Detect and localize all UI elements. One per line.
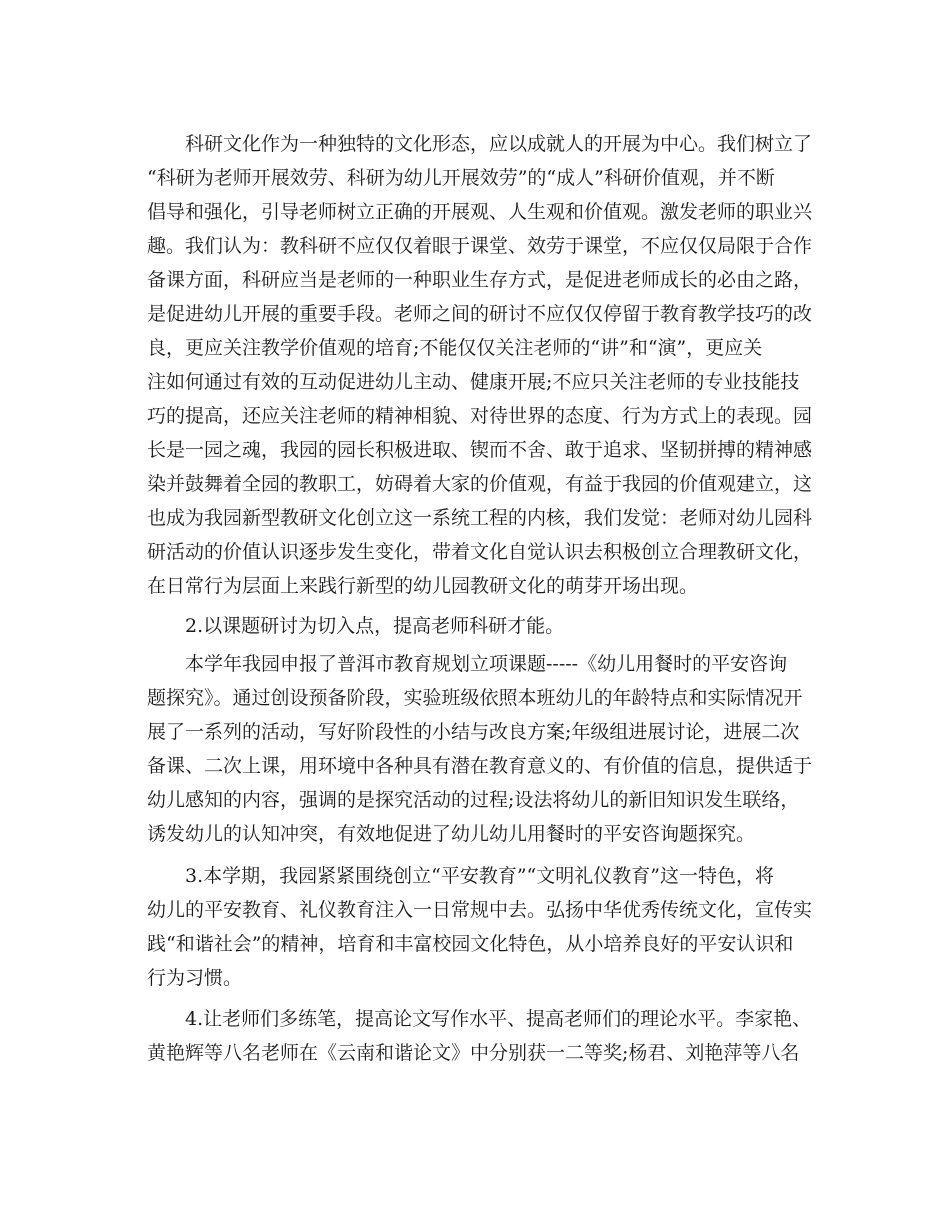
text-line: 在日常行为层面上来践行新型的幼儿园教研文化的萌芽开场出现。: [147, 575, 699, 597]
text-line: 备课方面，科研应当是老师的一种职业生存方式，是促进老师成长的必由之路，: [147, 269, 813, 291]
text-line: 注如何通过有效的互动促进幼儿主动、健康开展;不应只关注老师的专业技能技: [147, 371, 800, 393]
text-line: 是促进幼儿开展的重要手段。老师之间的研讨不应仅仅停留于教育教学技巧的改: [147, 303, 813, 325]
text-line: 巧的提高，还应关注老师的精神相貌、对待世界的态度、行为方式上的表现。园: [147, 405, 813, 427]
text-line: 科研文化作为一种独特的文化形态，应以成就人的开展为中心。我们树立了: [185, 133, 813, 155]
text-line: 良，更应关注教学价值观的培育;不能仅仅关注老师的“讲”和“演”，更应关: [147, 337, 763, 359]
text-line: 3.本学期，我园紧紧围绕创立“平安教育”“文明礼仪教育”这一特色，将: [185, 865, 774, 887]
text-line: 趣。我们认为：教科研不应仅仅着眼于课堂、效劳于课堂，不应仅仅局限于合作: [147, 235, 813, 257]
text-line: 诱发幼儿的认知冲突，有效地促进了幼儿幼儿用餐时的平安咨询题探究。: [147, 823, 756, 845]
text-line: 研活动的价值认识逐步发生变化，带着文化自觉认识去积极创立合理教研文化，: [147, 541, 813, 563]
text-line: 2.以课题研讨为切入点，提高老师科研才能。: [185, 615, 565, 637]
text-line: 染并鼓舞着全园的教职工，妨碍着大家的价值观，有益于我园的价值观建立，这: [147, 473, 813, 495]
text-line: 长是一园之魂，我园的园长积极进取、锲而不舍、敢于追求、坚韧拼搏的精神感: [147, 439, 813, 461]
text-line: 幼儿感知的内容，强调的是探究活动的过程;设法将幼儿的新旧知识发生联络，: [147, 789, 800, 811]
text-line: 展了一系列的活动，写好阶段性的小结与改良方案;年级组进展讨论，进展二次: [147, 721, 800, 743]
text-line: 题探究》。通过创设预备阶段，实验班级依照本班幼儿的年龄特点和实际情况开: [147, 687, 803, 709]
text-line: 备课、二次上课，用环境中各种具有潜在教育意义的、有价值的信息，提供适于: [147, 755, 813, 777]
text-line: 幼儿的平安教育、礼仪教育注入一日常规中去。弘扬中华优秀传统文化，宣传实: [147, 899, 813, 921]
text-line: 践“和谐社会”的精神，培育和丰富校园文化特色，从小培养良好的平安认识和: [147, 933, 794, 955]
text-line: 黄艳辉等八名老师在《云南和谐论文》中分别获一二等奖;杨君、刘艳萍等八名: [147, 1042, 800, 1064]
text-line: “科研为老师开展效劳、科研为幼儿开展效劳”的“成人”科研价值观，并不断: [147, 167, 775, 189]
text-line: 也成为我园新型教研文化创立这一系统工程的内核，我们发觉：老师对幼儿园科: [147, 507, 813, 529]
text-line: 本学年我园申报了普洱市教育规划立项课题-----《幼儿用餐时的平安咨询: [185, 653, 788, 675]
text-line: 4.让老师们多练笔，提高论文写作水平、提高老师们的理论水平。李家艳、: [185, 1008, 812, 1030]
text-line: 倡导和强化，引导老师树立正确的开展观、人生观和价值观。激发老师的职业兴: [147, 201, 813, 223]
text-line: 行为习惯。: [147, 967, 243, 989]
